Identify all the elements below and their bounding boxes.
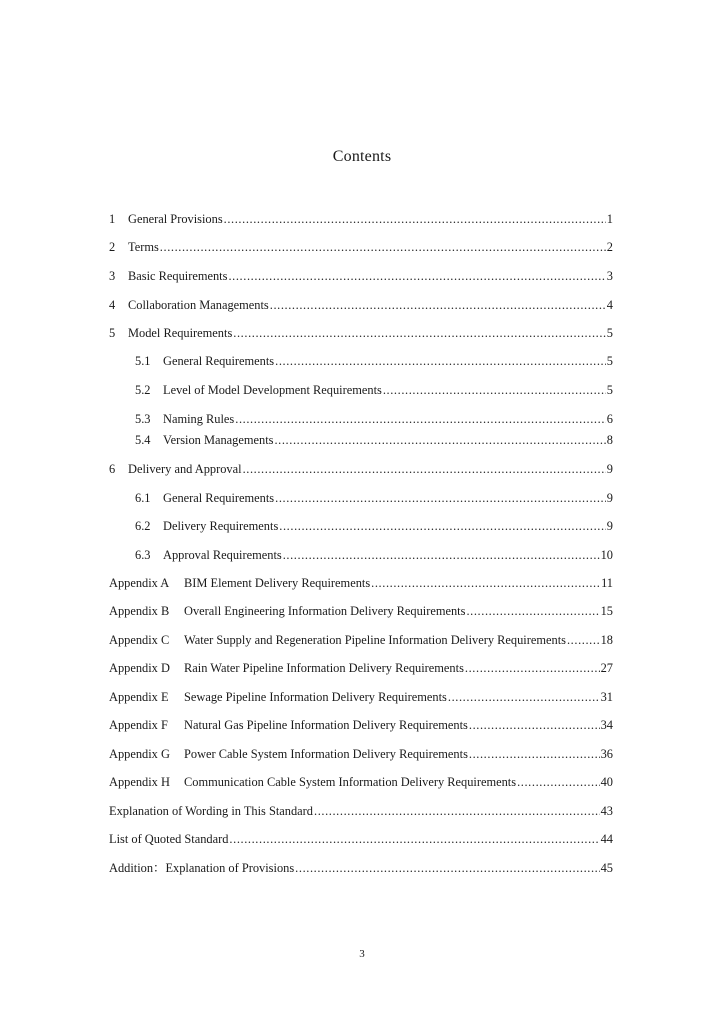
toc-entry-label: Delivery and Approval [128, 462, 242, 476]
toc-entry[interactable] [135, 518, 613, 534]
toc-entry-label: Collaboration Managements [128, 298, 269, 312]
toc-entry-page: 36 [600, 747, 613, 761]
toc-entry[interactable] [135, 353, 613, 369]
toc-entry-number: 5.3 [135, 412, 151, 426]
toc-entry-page: 5 [606, 383, 613, 397]
toc-entry-number: Appendix F [109, 718, 168, 732]
toc-entry-number: 6.2 [135, 519, 151, 533]
toc-dot-leader [465, 660, 600, 676]
toc-entry[interactable] [109, 603, 613, 619]
toc-entry[interactable] [109, 632, 613, 648]
toc-dot-leader [469, 717, 600, 733]
toc-entry-page: 45 [600, 861, 613, 875]
toc-entry[interactable] [109, 461, 613, 477]
toc-entry-page: 8 [606, 433, 613, 447]
toc-entry[interactable] [109, 297, 613, 313]
toc-dot-leader [295, 860, 599, 876]
toc-entry-page: 44 [600, 832, 613, 846]
toc-entry-label: Natural Gas Pipeline Information Delivery Requirements [184, 718, 468, 732]
toc-entry-page: 1 [606, 212, 613, 226]
toc-dot-leader [243, 461, 606, 477]
toc-dot-leader [224, 211, 606, 227]
toc-entry-page: 11 [601, 576, 613, 590]
toc-entry-page: 9 [606, 462, 613, 476]
toc-entry-label: General Requirements [163, 491, 275, 505]
toc-entry-page: 5 [606, 354, 613, 368]
toc-entry-number: 5.1 [135, 354, 151, 368]
toc-entry-number: 5 [109, 326, 116, 340]
toc-dot-leader [275, 353, 606, 369]
toc-dot-leader [448, 689, 600, 705]
toc-entry-page: 27 [600, 661, 613, 675]
toc-entry[interactable] [135, 382, 613, 398]
toc-entry-number: 5.2 [135, 383, 151, 397]
toc-entry-page: 31 [600, 690, 613, 704]
toc-entry-number: 3 [109, 269, 116, 283]
toc-entry-label: Basic Requirements [128, 269, 228, 283]
toc-entry-label: General Provisions [128, 212, 223, 226]
toc-dot-leader [279, 518, 606, 534]
toc-entry-page: 18 [600, 633, 613, 647]
toc-dot-leader [469, 746, 600, 762]
toc-entry-label: Delivery Requirements [163, 519, 279, 533]
toc-entry-label: Communication Cable System Information Delivery Requirements [184, 775, 517, 789]
toc-entry-label: Terms [128, 240, 159, 254]
toc-entry[interactable] [109, 325, 613, 341]
toc-entry-page: 5 [606, 326, 613, 340]
toc-entry-page: 6 [606, 412, 613, 426]
toc-entry[interactable] [109, 774, 613, 790]
toc-entry-page: 10 [600, 548, 613, 562]
toc-entry[interactable] [135, 432, 613, 448]
page-number: 3 [359, 948, 365, 960]
toc-dot-leader [160, 239, 606, 255]
toc-entry-label: Approval Requirements [163, 548, 282, 562]
toc-entry-page: 9 [606, 491, 613, 505]
toc-entry[interactable] [109, 268, 613, 284]
toc-entry-label: Water Supply and Regeneration Pipeline Information Delivery Requirements [184, 633, 566, 647]
toc-entry-number: 6.3 [135, 548, 151, 562]
toc-entry[interactable] [109, 746, 613, 762]
toc-entry[interactable] [135, 411, 613, 427]
toc-dot-leader [274, 432, 605, 448]
toc-entry[interactable] [109, 239, 613, 255]
toc-entry-page: 40 [600, 775, 613, 789]
toc-entry-number: 1 [109, 212, 116, 226]
toc-entry[interactable] [109, 860, 613, 876]
toc-entry-label: BIM Element Delivery Requirements [184, 576, 371, 590]
toc-dot-leader [235, 411, 606, 427]
toc-dot-leader [371, 575, 600, 591]
page-title: Contents [332, 148, 392, 165]
toc-dot-leader [233, 325, 606, 341]
toc-entry[interactable] [135, 547, 613, 563]
toc-entry-number: Appendix B [109, 604, 170, 618]
toc-entry[interactable] [135, 490, 613, 506]
toc-entry[interactable] [109, 803, 613, 819]
toc-entry-label: Version Managements [163, 433, 274, 447]
toc-dot-leader [270, 297, 606, 313]
toc-entry-number: Appendix A [109, 576, 170, 590]
toc-dot-leader [228, 268, 605, 284]
toc-entry[interactable] [109, 211, 613, 227]
toc-dot-leader [229, 831, 599, 847]
toc-entry-page: 2 [606, 240, 613, 254]
toc-entry-number: Appendix G [109, 747, 170, 761]
toc-entry[interactable] [109, 575, 613, 591]
toc-entry[interactable] [109, 717, 613, 733]
toc-dot-leader [517, 774, 600, 790]
toc-entry-page: 4 [606, 298, 613, 312]
toc-entry-label: List of Quoted Standard [109, 832, 229, 846]
toc-dot-leader [275, 490, 606, 506]
toc-entry-page: 9 [606, 519, 613, 533]
toc-entry-number: Appendix H [109, 775, 170, 789]
toc-entry-page: 34 [600, 718, 613, 732]
toc-entry-label: Rain Water Pipeline Information Delivery Requirements [184, 661, 464, 675]
toc-entry-label: Naming Rules [163, 412, 235, 426]
toc-dot-leader [466, 603, 599, 619]
toc-entry-number: 2 [109, 240, 116, 254]
toc-entry-number: 6.1 [135, 491, 151, 505]
toc-entry-page: 43 [600, 804, 613, 818]
toc-entry-number: 4 [109, 298, 116, 312]
toc-dot-leader [567, 632, 600, 648]
toc-entry-label: General Requirements [163, 354, 275, 368]
toc-entry-label: Level of Model Development Requirements [163, 383, 382, 397]
toc-dot-leader [383, 382, 606, 398]
toc-entry-number: Appendix D [109, 661, 170, 675]
toc-entry[interactable] [109, 689, 613, 705]
toc-entry[interactable] [109, 660, 613, 676]
toc-entry-number: 5.4 [135, 433, 151, 447]
toc-entry-page: 3 [606, 269, 613, 283]
toc-entry-label: Sewage Pipeline Information Delivery Requirements [184, 690, 447, 704]
toc-dot-leader [314, 803, 600, 819]
toc-entry-label: Model Requirements [128, 326, 233, 340]
toc-dot-leader [283, 547, 600, 563]
toc-entry-number: 6 [109, 462, 116, 476]
toc-entry-number: Appendix E [109, 690, 169, 704]
toc-entry-label: Explanation of Wording in This Standard [109, 804, 313, 818]
toc-entry[interactable] [109, 831, 613, 847]
toc-entry-label: Power Cable System Information Delivery Requirements [184, 747, 468, 761]
toc-entry-label: Overall Engineering Information Delivery Requirements [184, 604, 466, 618]
toc-entry-number: Appendix C [109, 633, 170, 647]
toc-entry-page: 15 [600, 604, 613, 618]
toc-entry-label: Addition：Explanation of Provisions [109, 861, 295, 875]
